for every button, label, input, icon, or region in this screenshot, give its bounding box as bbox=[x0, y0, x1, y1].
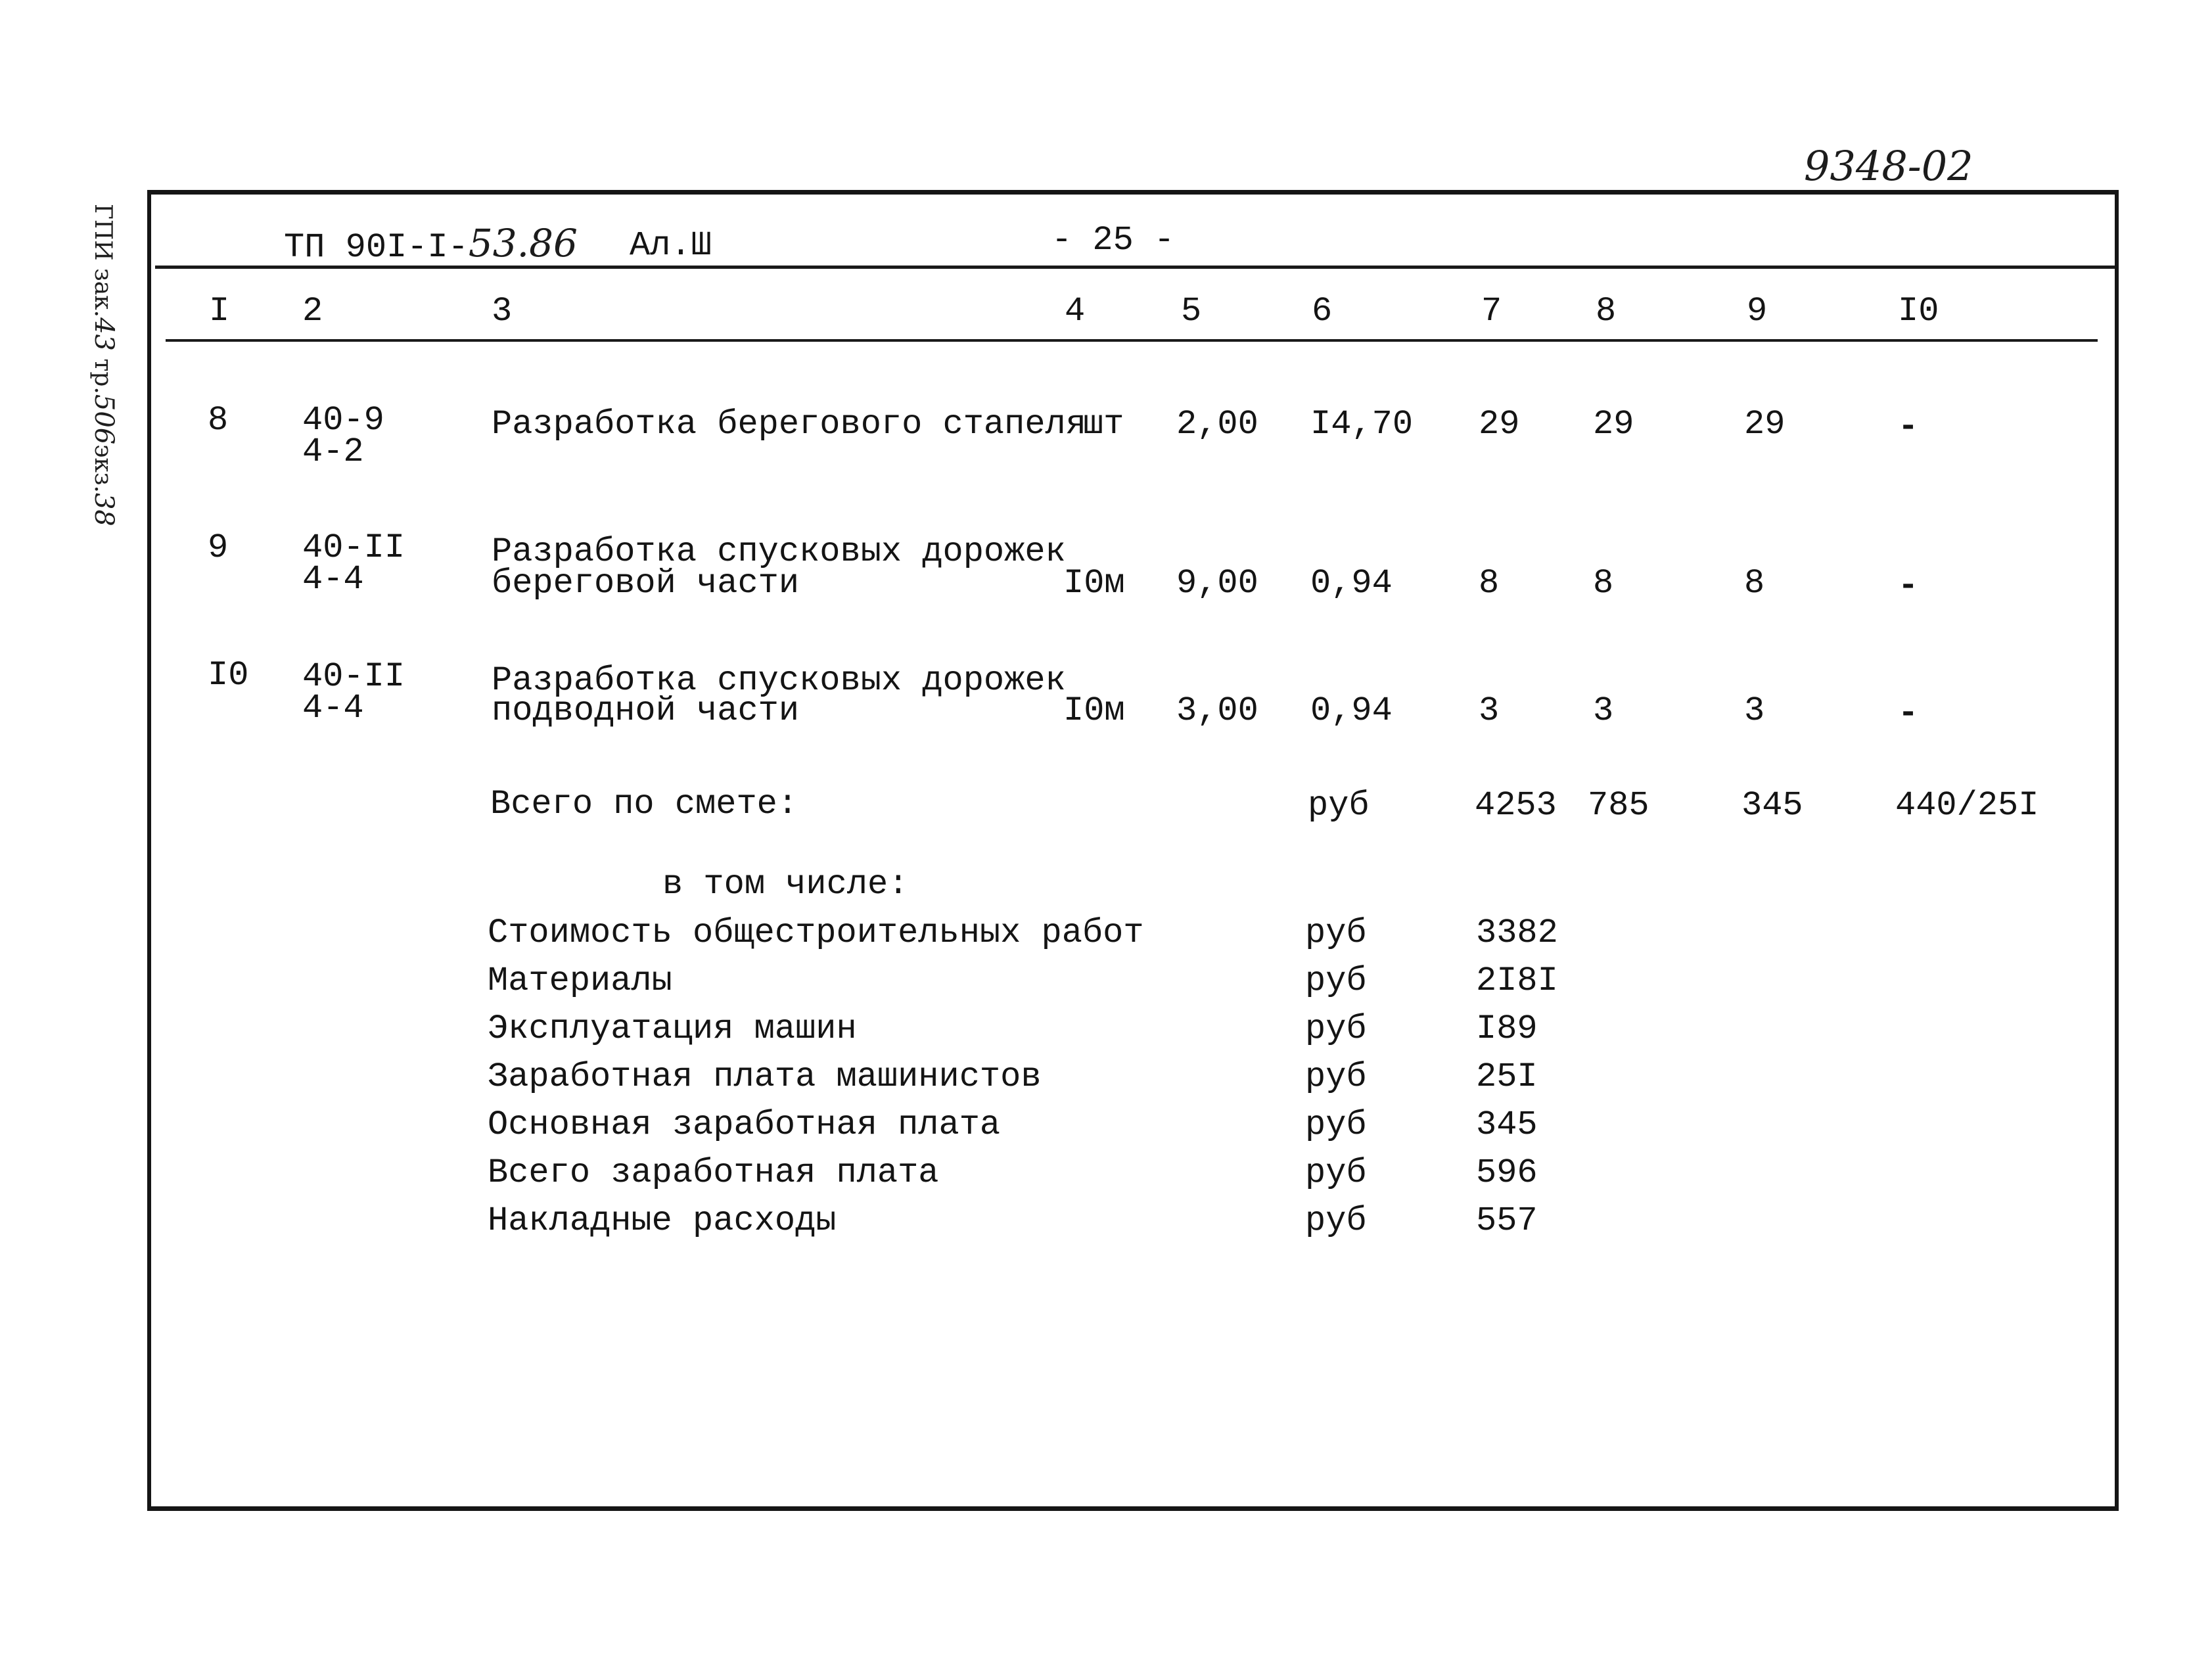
column-number: 2 bbox=[302, 292, 323, 331]
cell-col8: 8 bbox=[1593, 564, 1614, 603]
breakdown-label: Стоимость общестроительных работ bbox=[488, 914, 1144, 952]
breakdown-unit: руб bbox=[1305, 1009, 1367, 1048]
quantity: 2,00 bbox=[1176, 405, 1258, 444]
total-col8: 785 bbox=[1588, 786, 1649, 825]
quantity: 3,00 bbox=[1176, 691, 1258, 730]
work-name-cont: береговой части bbox=[492, 564, 800, 603]
column-number: 9 bbox=[1747, 292, 1768, 331]
breakdown-unit: руб bbox=[1305, 1057, 1367, 1096]
breakdown-unit: руб bbox=[1305, 1201, 1367, 1240]
breakdown-unit: руб bbox=[1305, 961, 1367, 1000]
unit: I0м bbox=[1063, 564, 1125, 603]
row-number: 8 bbox=[208, 401, 229, 440]
stamp-copies: 38 bbox=[89, 492, 119, 526]
breakdown-label: Заработная плата машинистов bbox=[488, 1057, 1042, 1096]
column-number: I bbox=[209, 292, 230, 331]
cell-col7: 3 bbox=[1479, 691, 1500, 730]
unit-price: 0,94 bbox=[1310, 691, 1393, 730]
total-col10: 440/25I bbox=[1895, 786, 2039, 825]
stamp-prefix: ГПИ зак. bbox=[89, 204, 116, 318]
stamp-sheet-number: 506 bbox=[89, 394, 119, 445]
breakdown-value: 596 bbox=[1476, 1153, 1538, 1192]
cell-col7: 8 bbox=[1479, 564, 1500, 603]
column-number: 3 bbox=[492, 292, 513, 331]
work-name: Разработка спусковых дорожек bbox=[492, 532, 1066, 571]
total-label: Всего по смете: bbox=[490, 785, 798, 823]
total-unit: руб bbox=[1308, 786, 1370, 825]
breakdown-unit: руб bbox=[1305, 1153, 1367, 1192]
unit: I0м bbox=[1063, 691, 1125, 730]
breakdown-value: 25I bbox=[1476, 1057, 1538, 1096]
breakdown-label: Всего заработная плата bbox=[488, 1153, 939, 1192]
project-code bbox=[284, 221, 578, 267]
norm-code: 40-9 bbox=[302, 401, 384, 440]
project-code-handwritten: 53.86 bbox=[468, 221, 578, 266]
column-number: I0 bbox=[1898, 292, 1939, 331]
cell-col8: 29 bbox=[1593, 405, 1634, 444]
cell-col10: - bbox=[1898, 407, 1919, 446]
cell-col8: 3 bbox=[1593, 691, 1614, 730]
norm-code-sub: 4-4 bbox=[302, 560, 364, 599]
breakdown-value: 3382 bbox=[1476, 914, 1558, 952]
breakdown-label: Накладные расходы bbox=[488, 1201, 837, 1240]
norm-code-sub: 4-2 bbox=[302, 432, 364, 471]
cell-col10: - bbox=[1898, 694, 1919, 733]
work-name: Разработка берегового стапеля bbox=[492, 405, 1086, 444]
breakdown-label: Материалы bbox=[488, 961, 672, 1000]
quantity: 9,00 bbox=[1176, 564, 1258, 603]
cell-col7: 29 bbox=[1479, 405, 1520, 444]
project-code-prefix: ТП 90I-I- bbox=[284, 228, 469, 267]
breakdown-unit: руб bbox=[1305, 1105, 1367, 1144]
breakdown-value: 557 bbox=[1476, 1201, 1538, 1240]
breakdown-label: Основная заработная плата bbox=[488, 1105, 1001, 1144]
unit-price: I4,70 bbox=[1310, 405, 1414, 444]
cell-col10: - bbox=[1898, 567, 1919, 605]
side-stamp bbox=[89, 204, 119, 526]
column-number: 5 bbox=[1181, 292, 1202, 331]
stamp-mid: тр. bbox=[89, 351, 116, 394]
row-number: 9 bbox=[208, 528, 229, 567]
including-label: в том числе: bbox=[662, 865, 909, 904]
breakdown-label: Эксплуатация машин bbox=[488, 1009, 857, 1048]
stamp-suffix: экз. bbox=[89, 444, 116, 493]
total-col9: 345 bbox=[1741, 786, 1803, 825]
norm-code: 40-II bbox=[302, 528, 405, 567]
cell-col9: 3 bbox=[1744, 691, 1765, 730]
stamp-order-number: 43 bbox=[89, 317, 119, 352]
album-label: Ал.Ш bbox=[630, 226, 712, 265]
breakdown-value: 2I8I bbox=[1476, 961, 1558, 1000]
total-col7: 4253 bbox=[1475, 786, 1557, 825]
sheet-frame bbox=[147, 190, 2119, 1511]
breakdown-unit: руб bbox=[1305, 914, 1367, 952]
breakdown-value: I89 bbox=[1476, 1009, 1538, 1048]
corner-number: 9348-02 bbox=[1804, 142, 1973, 190]
norm-code-sub: 4-4 bbox=[302, 689, 364, 728]
column-number: 8 bbox=[1596, 292, 1617, 331]
work-name-cont: подводной части bbox=[492, 691, 800, 730]
unit-price: 0,94 bbox=[1310, 564, 1393, 603]
work-name: Разработка спусковых дорожек bbox=[492, 661, 1066, 700]
cell-col9: 29 bbox=[1744, 405, 1786, 444]
column-number: 4 bbox=[1065, 292, 1086, 331]
norm-code: 40-II bbox=[302, 657, 405, 696]
page-number: - 25 - bbox=[1051, 221, 1175, 260]
unit: шт bbox=[1083, 405, 1124, 444]
cell-col9: 8 bbox=[1744, 564, 1765, 603]
row-number: I0 bbox=[208, 656, 249, 695]
column-header-rule bbox=[166, 339, 2098, 342]
column-number: 6 bbox=[1312, 292, 1333, 331]
breakdown-value: 345 bbox=[1476, 1105, 1538, 1144]
column-number: 7 bbox=[1481, 292, 1502, 331]
